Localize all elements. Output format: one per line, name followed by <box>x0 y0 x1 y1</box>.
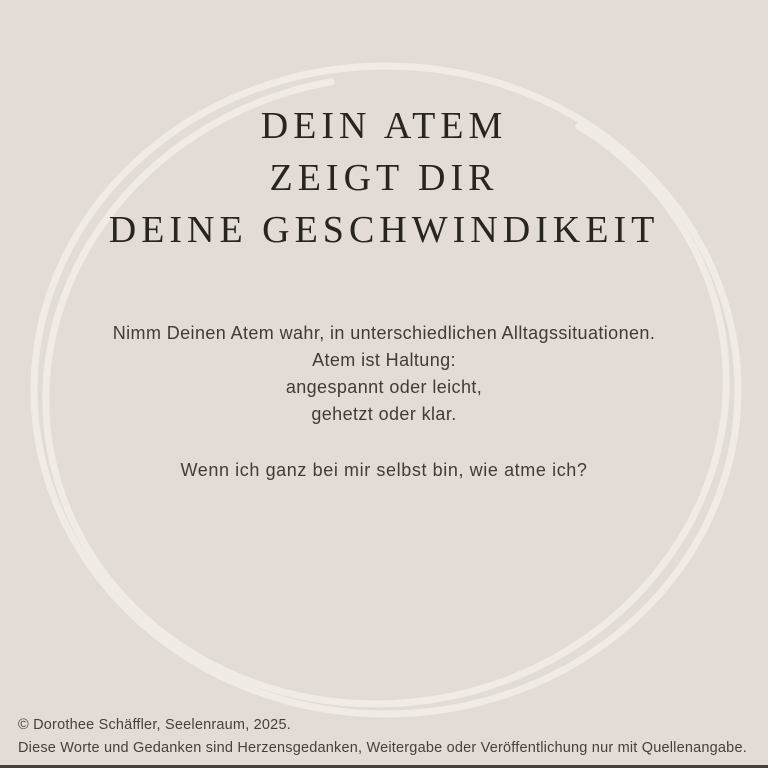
body-line-3: angespannt oder leicht, <box>285 377 483 397</box>
body-line-4: gehetzt oder klar. <box>311 404 457 424</box>
body-line-2: Atem ist Haltung: <box>312 350 456 370</box>
title-line-3: DEINE GESCHWINDIKEIT <box>108 209 660 251</box>
title-line-2: ZEIGT DIR <box>269 157 499 199</box>
usage-notice-line: Diese Worte und Gedanken sind Herzensgedanken, Weitergabe oder Veröffentlichung nur mit Quellenangabe. <box>18 740 747 756</box>
quote-question: Wenn ich ganz bei mir selbst bin, wie atme ich? <box>180 460 588 480</box>
copyright-line: © Dorothee Schäffler, Seelenraum, 2025. <box>18 717 291 733</box>
title-line-1: DEIN ATEM <box>260 105 508 147</box>
body-line-1: Nimm Deinen Atem wahr, in unterschiedlichen Alltagssituationen. <box>112 323 656 343</box>
footer-credit <box>18 714 760 760</box>
quote-title <box>0 0 768 256</box>
quote-body <box>0 320 768 484</box>
